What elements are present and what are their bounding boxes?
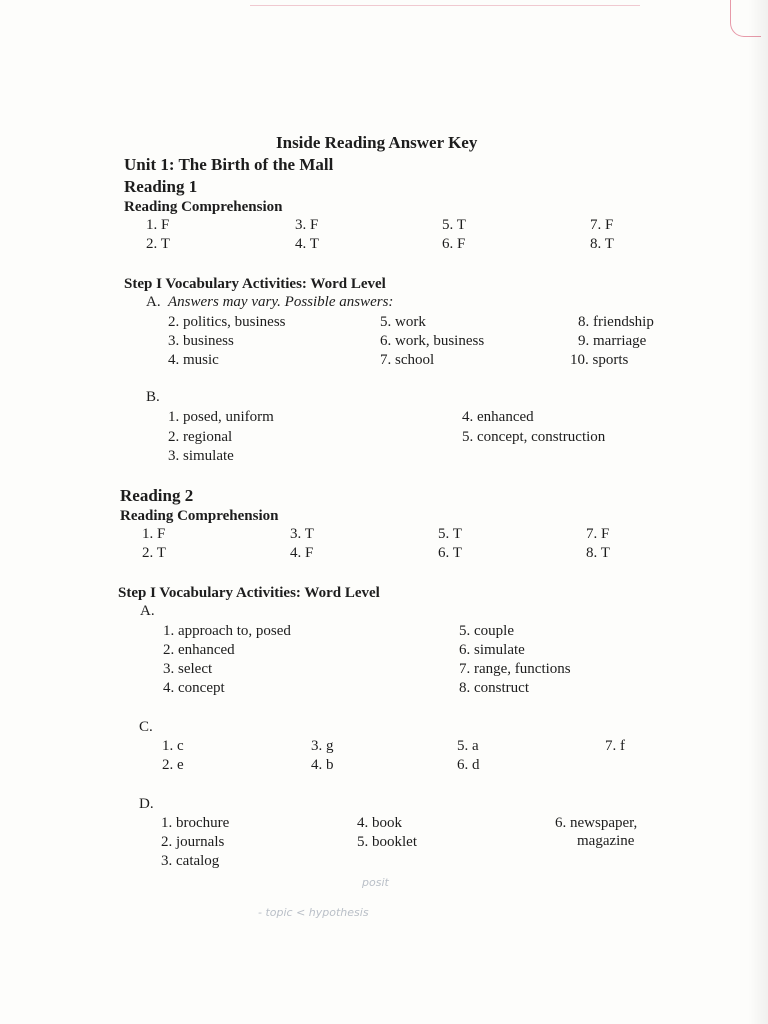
r2-vocab-a-label: A. — [140, 603, 155, 619]
r2-vocab-c-item: 4. b — [311, 757, 334, 773]
r1-vocab-b-item: 1. posed, uniform — [168, 409, 274, 425]
reading1-heading: Reading 1 — [124, 177, 198, 196]
right-margin-shadow — [748, 0, 768, 1024]
r1-vocab-a-item: 9. marriage — [578, 333, 647, 349]
r2-comp-item: 1. F — [142, 526, 166, 542]
r2-vocab-c-item: 6. d — [457, 757, 480, 773]
r2-vocab-a-item: 7. range, functions — [459, 661, 571, 677]
pencil-note: - topic < hypothesis — [258, 906, 369, 919]
r2-vocab-a-item: 5. couple — [459, 623, 514, 639]
r2-comp-item: 6. T — [438, 545, 462, 561]
r1-comp-item: 6. F — [442, 236, 466, 252]
r2-comp-item: 2. T — [142, 545, 166, 561]
r2-vocab-d-item: 4. book — [357, 815, 402, 831]
r1-vocab-a-item: 5. work — [380, 314, 426, 330]
r2-vocab-d-item: 2. journals — [161, 834, 225, 850]
r1-comp-item: 3. F — [295, 217, 319, 233]
reading2-comprehension-heading: Reading Comprehension — [120, 508, 279, 524]
r1-comp-item: 8. T — [590, 236, 614, 252]
r1-comp-item: 7. F — [590, 217, 614, 233]
r1-vocab-b-label: B. — [146, 389, 160, 405]
r1-vocab-a-note: Answers may vary. Possible answers: — [168, 294, 394, 310]
page-title: Inside Reading Answer Key — [276, 133, 478, 152]
r2-vocab-c-item: 2. e — [162, 757, 184, 773]
r1-vocab-a-item: 10. sports — [570, 352, 629, 368]
r2-vocab-a-item: 2. enhanced — [163, 642, 235, 658]
r2-comp-item: 8. T — [586, 545, 610, 561]
r1-comp-item: 4. T — [295, 236, 319, 252]
r2-vocab-c-item: 7. f — [605, 738, 625, 754]
r1-vocab-a-item: 2. politics, business — [168, 314, 286, 330]
r2-vocab-d-item: 6. newspaper, — [555, 815, 638, 831]
reading1-vocab-heading: Step I Vocabulary Activities: Word Level — [124, 276, 386, 292]
r2-vocab-d-label: D. — [139, 796, 154, 812]
r1-comp-item: 2. T — [146, 236, 170, 252]
r1-vocab-b-item: 4. enhanced — [462, 409, 534, 425]
r2-vocab-d-item: 5. booklet — [357, 834, 417, 850]
r2-comp-item: 5. T — [438, 526, 462, 542]
reading1-comprehension-heading: Reading Comprehension — [124, 199, 283, 215]
red-edge-line — [250, 5, 640, 6]
r2-vocab-d-item: magazine — [577, 833, 635, 849]
r2-vocab-a-item: 4. concept — [163, 680, 225, 696]
r2-vocab-c-item: 5. a — [457, 738, 479, 754]
r2-comp-item: 4. F — [290, 545, 314, 561]
r1-comp-item: 1. F — [146, 217, 170, 233]
r2-comp-item: 7. F — [586, 526, 610, 542]
r1-vocab-a-item: 3. business — [168, 333, 234, 349]
r2-vocab-a-item: 8. construct — [459, 680, 529, 696]
r1-vocab-a-item: 8. friendship — [578, 314, 654, 330]
r1-vocab-b-item: 3. simulate — [168, 448, 234, 464]
r2-vocab-c-label: C. — [139, 719, 153, 735]
r2-vocab-a-item: 6. simulate — [459, 642, 525, 658]
r2-vocab-a-item: 3. select — [163, 661, 213, 677]
r1-vocab-a-item: 7. school — [380, 352, 435, 368]
r1-vocab-b-item: 5. concept, construction — [462, 429, 606, 445]
r1-comp-item: 5. T — [442, 217, 466, 233]
r2-vocab-a-item: 1. approach to, posed — [163, 623, 291, 639]
r2-comp-item: 3. T — [290, 526, 314, 542]
r2-vocab-d-item: 3. catalog — [161, 853, 220, 869]
r2-vocab-c-item: 3. g — [311, 738, 334, 754]
r2-vocab-c-item: 1. c — [162, 738, 184, 754]
r1-vocab-a-item: 4. music — [168, 352, 219, 368]
r2-vocab-d-item: 1. brochure — [161, 815, 230, 831]
pencil-note: posit — [362, 876, 389, 889]
r1-vocab-a-item: 6. work, business — [380, 333, 485, 349]
reading2-vocab-heading: Step I Vocabulary Activities: Word Level — [118, 585, 380, 601]
unit-heading: Unit 1: The Birth of the Mall — [124, 155, 334, 174]
reading2-heading: Reading 2 — [120, 486, 194, 505]
r1-vocab-b-item: 2. regional — [168, 429, 233, 445]
r1-vocab-a-label: A. — [146, 294, 161, 310]
